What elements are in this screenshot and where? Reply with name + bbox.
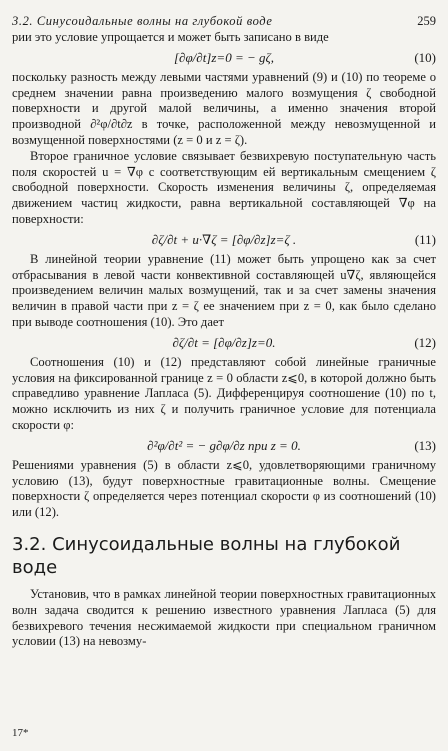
running-title: 3.2. Синусоидальные волны на глубокой воде xyxy=(12,14,273,28)
paragraph-5: Соотношения (10) и (12) представляют собой линейные граничные условия на фиксированной границе z = 0 области z⩽0, в которой должно быть справедливо уравнение Лапласа (5). Дифференцируя соотношение (10) по t, можно исключить из них ζ и получить граничное условие для потенциала скорости φ: xyxy=(12,354,436,432)
section-heading: 3.2. Синусоидальные волны на глубокой воде xyxy=(12,533,401,578)
equation-12 xyxy=(12,331,436,355)
equation-11-number: (11) xyxy=(414,231,436,247)
equation-11-formula: ∂ζ/∂t + u·∇ζ = [∂φ/∂z]z=ζ . xyxy=(151,231,297,247)
signature-mark: 17* xyxy=(12,727,29,739)
equation-13-number: (13) xyxy=(414,437,436,453)
book-page xyxy=(12,10,436,650)
equation-13 xyxy=(12,434,436,458)
equation-10 xyxy=(12,46,436,70)
equation-12-formula: ∂ζ/∂t = [∂φ/∂z]z=0. xyxy=(172,334,276,350)
equation-11 xyxy=(12,228,436,252)
paragraph-1: рии это условие упрощается и может быть записано в виде xyxy=(12,30,329,44)
page-number: 259 xyxy=(417,14,436,28)
equation-10-formula: [∂φ/∂t]z=0 = − gζ, xyxy=(173,49,275,65)
paragraph-6: Решениями уравнения (5) в области z⩽0, удовлетворяющими граничному условию (13), будут поверхностные гравитационные волны. Смещение поверхности ζ определяется через потенциал скорости φ из соотношений (10) или (12). xyxy=(12,457,436,520)
paragraph-4: В линейной теории уравнение (11) может быть упрощено как за счет отбрасывания в левой части конвективной составляющей u∇ζ, являющейся произведением величин малых возмущений, так и за счет замены значения величин в правой части при z = ζ ее значением при z = 0, как было сделано при выводе соотношения (10). Это дает xyxy=(12,251,436,329)
equation-12-number: (12) xyxy=(414,334,436,350)
paragraph-7: Установив, что в рамках линейной теории поверхностных гравитационных волн задача сводится к решению известного уравнения Лапласа (5) для безвихревого течения несжимаемой жидкости при специальном граничном условии (13) на невозму- xyxy=(12,586,436,649)
equation-13-formula: ∂²φ/∂t² = − g∂φ/∂z при z = 0. xyxy=(147,437,301,453)
equation-10-number: (10) xyxy=(414,49,436,65)
running-header xyxy=(12,10,436,30)
paragraph-2: поскольку разность между левыми частями уравнений (9) и (10) по теореме о среднем значении равна произведению малого возмущения ζ свободной поверхности и другой малой величины, а именно значения второй производной ∂²φ/∂t∂z в точке, расположенной между невозмущенной и возмущенной поверхностями (z = 0 и z = ζ). xyxy=(12,69,436,147)
paragraph-3: Второе граничное условие связывает безвихревую поступательную часть поля скоростей u = ∇φ с соответствующим ей вертикальным смещением ζ свободной поверхности. Скорость изменения величины ζ, определяемая движением частиц жидкости, равна вертикальной составляющей ∇φ на поверхности: xyxy=(12,148,436,226)
